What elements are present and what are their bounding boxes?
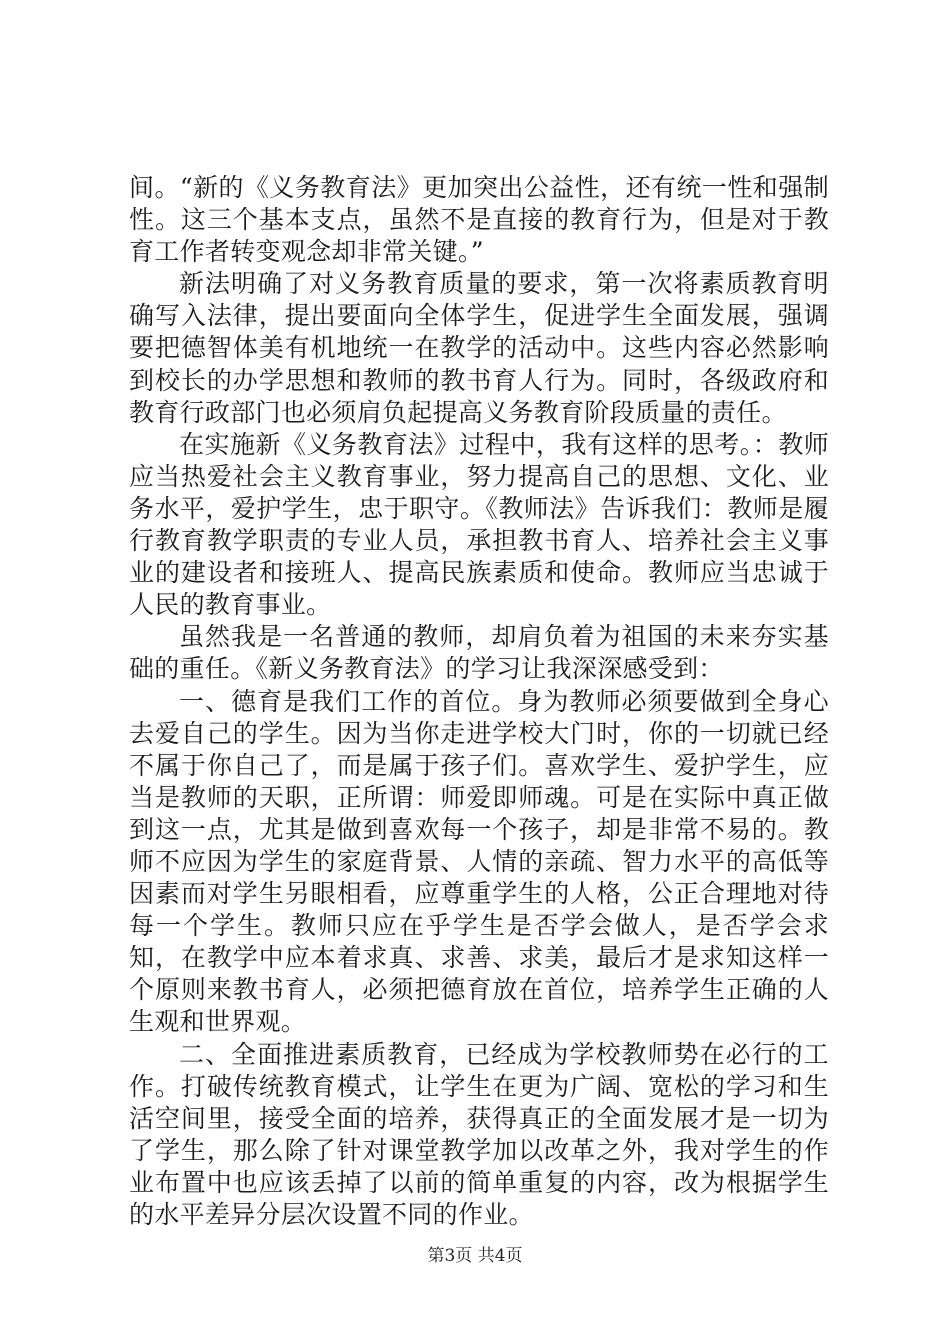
paragraph-1: 间。“新的《义务教育法》更加突出公益性，还有统一性和强制性。这三个基本支点，虽然不是直接的教育行为，但是对于教育工作者转变观念却非常关键。” [129, 173, 829, 267]
paragraph-2: 新法明确了对义务教育质量的要求，第一次将素质教育明确写入法律，提出要面向全体学生，促进学生全面发展，强调要把德智体美有机地统一在教学的活动中。这些内容必然影响到校长的办学思想和教师的教书育人行为。同时，各级政府和教育行政部门也必须肩负起提高义务教育阶段质量的责任。 [129, 269, 829, 427]
page-footer: 第3页 共4页 [427, 1246, 523, 1266]
paragraph-4: 虽然我是一名普通的教师，却肩负着为祖国的未来夯实基础的重任。《新义务教育法》的学习让我深深感受到： [129, 622, 829, 684]
paragraph-3: 在实施新《义务教育法》过程中，我有这样的思考。：教师应当热爱社会主义教育事业，努力提高自己的思想、文化、业务水平，爱护学生，忠于职守。《教师法》告诉我们：教师是履行教育教学职责的专业人员，承担教书育人、培养社会主义事业的建设者和接班人、提高民族素质和使命。教师应当忠诚于人民的教育事业。 [129, 429, 829, 620]
paragraph-6: 二、全面推进素质教育，已经成为学校教师势在必行的工作。打破传统教育模式，让学生在更为广阔、宽松的学习和生活空间里，接受全面的培养，获得真正的全面发展才是一切为了学生，那么除了针对课堂教学加以改革之外，我对学生的作业布置中也应该丢掉了以前的简单重复的内容，改为根据学生的水平差异分层次设置不同的作业。 [129, 1039, 829, 1229]
paragraph-5: 一、德育是我们工作的首位。身为教师必须要做到全身心去爱自己的学生。因为当你走进学校大门时，你的一切就已经不属于你自己了，而是属于孩子们。喜欢学生、爱护学生，应当是教师的天职，正所谓：师爱即师魂。可是在实际中真正做到这一点，尤其是做到喜欢每一个孩子，却是非常不易的。教师不应因为学生的家庭背景、人情的亲疏、智力水平的高低等因素而对学生另眼相看，应尊重学生的人格，公正合理地对待每一个学生。教师只应在乎学生是否学会做人，是否学会求知，在教学中应本着求真、求善、求美，最后才是求知这样一个原则来教书育人，必须把德育放在首位，培养学生正确的人生观和世界观。 [129, 686, 829, 1037]
body-text [129, 172, 829, 1231]
